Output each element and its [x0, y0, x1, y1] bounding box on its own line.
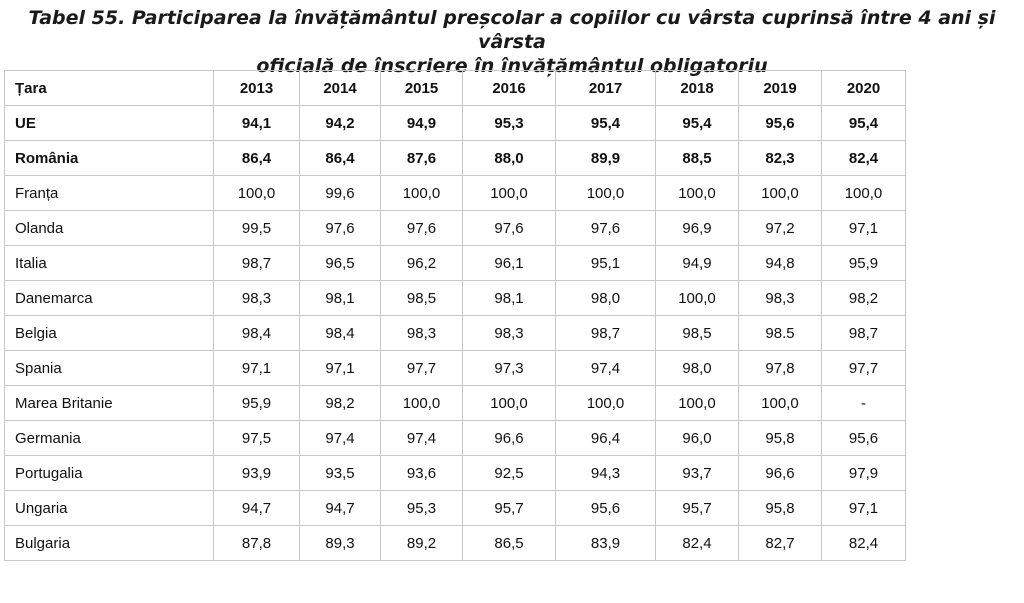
value-cell: 97,8 [739, 351, 822, 386]
value-cell: 86,5 [463, 526, 556, 561]
value-cell: 95,6 [822, 421, 906, 456]
table-row [5, 351, 906, 386]
value-cell: 96,9 [656, 211, 739, 246]
value-cell: 97,1 [214, 351, 300, 386]
value-cell: 95,7 [656, 491, 739, 526]
value-cell: 97,5 [214, 421, 300, 456]
value-cell: 95,3 [381, 491, 463, 526]
value-cell: 96,2 [381, 246, 463, 281]
value-cell: 100,0 [556, 386, 656, 421]
value-cell: 96,4 [556, 421, 656, 456]
column-header-year: 2017 [556, 71, 656, 106]
table-header-row [5, 71, 906, 106]
value-cell: 94,8 [739, 246, 822, 281]
value-cell: 89,2 [381, 526, 463, 561]
value-cell: 93,6 [381, 456, 463, 491]
value-cell: 95,7 [463, 491, 556, 526]
column-header-year: 2013 [214, 71, 300, 106]
value-cell: 98,2 [300, 386, 381, 421]
value-cell: 100,0 [381, 176, 463, 211]
country-name-cell: Danemarca [5, 281, 214, 316]
value-cell: 98.5 [739, 316, 822, 351]
table-row [5, 491, 906, 526]
value-cell: 100,0 [556, 176, 656, 211]
value-cell: 98,4 [300, 316, 381, 351]
value-cell: 94,1 [214, 106, 300, 141]
value-cell: 92,5 [463, 456, 556, 491]
value-cell: 99,6 [300, 176, 381, 211]
value-cell: 95,8 [739, 421, 822, 456]
value-cell: 97,6 [381, 211, 463, 246]
value-cell: 95,1 [556, 246, 656, 281]
value-cell: 97,9 [822, 456, 906, 491]
value-cell: 94,9 [381, 106, 463, 141]
value-cell: 88,5 [656, 141, 739, 176]
value-cell: 83,9 [556, 526, 656, 561]
table-row [5, 456, 906, 491]
value-cell: 87,8 [214, 526, 300, 561]
value-cell: 98,7 [214, 246, 300, 281]
value-cell: 93,9 [214, 456, 300, 491]
value-cell: 94,3 [556, 456, 656, 491]
value-cell: 98,5 [656, 316, 739, 351]
value-cell: 97,7 [381, 351, 463, 386]
value-cell: 98,5 [381, 281, 463, 316]
value-cell: 97,6 [300, 211, 381, 246]
country-name-cell: Marea Britanie [5, 386, 214, 421]
country-name-cell: Italia [5, 246, 214, 281]
table-row [5, 211, 906, 246]
value-cell: 96,1 [463, 246, 556, 281]
value-cell: 100,0 [656, 386, 739, 421]
country-name-cell: Spania [5, 351, 214, 386]
value-cell: 95,8 [739, 491, 822, 526]
value-cell: 97,1 [822, 491, 906, 526]
country-name-cell: Bulgaria [5, 526, 214, 561]
value-cell: 93,5 [300, 456, 381, 491]
table-row [5, 141, 906, 176]
value-cell: 100,0 [381, 386, 463, 421]
value-cell: 82,4 [656, 526, 739, 561]
table-row [5, 106, 906, 141]
value-cell: 97,4 [556, 351, 656, 386]
country-name-cell: Portugalia [5, 456, 214, 491]
table-title [0, 6, 1024, 78]
value-cell: 89,9 [556, 141, 656, 176]
value-cell: 98,0 [656, 351, 739, 386]
country-name-cell: Belgia [5, 316, 214, 351]
value-cell: 98,0 [556, 281, 656, 316]
value-cell: - [822, 386, 906, 421]
value-cell: 95,4 [656, 106, 739, 141]
value-cell: 94,7 [214, 491, 300, 526]
column-header-year: 2020 [822, 71, 906, 106]
value-cell: 98,4 [214, 316, 300, 351]
value-cell: 97,2 [739, 211, 822, 246]
value-cell: 100,0 [739, 176, 822, 211]
value-cell: 100,0 [656, 176, 739, 211]
value-cell: 98,3 [739, 281, 822, 316]
value-cell: 86,4 [214, 141, 300, 176]
value-cell: 94,2 [300, 106, 381, 141]
value-cell: 97,6 [463, 211, 556, 246]
column-header-year: 2015 [381, 71, 463, 106]
value-cell: 100,0 [822, 176, 906, 211]
value-cell: 82,3 [739, 141, 822, 176]
value-cell: 98,3 [463, 316, 556, 351]
value-cell: 95,4 [822, 106, 906, 141]
value-cell: 100,0 [739, 386, 822, 421]
table-row [5, 246, 906, 281]
column-header-year: 2019 [739, 71, 822, 106]
value-cell: 100,0 [463, 176, 556, 211]
value-cell: 98,2 [822, 281, 906, 316]
value-cell: 97,4 [381, 421, 463, 456]
table-row [5, 421, 906, 456]
value-cell: 86,4 [300, 141, 381, 176]
country-name-cell: România [5, 141, 214, 176]
value-cell: 100,0 [656, 281, 739, 316]
column-header-year: 2014 [300, 71, 381, 106]
value-cell: 95,4 [556, 106, 656, 141]
table-title-line-2: oficială de înscriere în învățământul obligatoriu [256, 55, 768, 77]
data-table [4, 70, 906, 561]
country-name-cell: UE [5, 106, 214, 141]
country-name-cell: Franța [5, 176, 214, 211]
value-cell: 97,6 [556, 211, 656, 246]
value-cell: 95,9 [822, 246, 906, 281]
value-cell: 93,7 [656, 456, 739, 491]
country-name-cell: Olanda [5, 211, 214, 246]
value-cell: 98,7 [556, 316, 656, 351]
value-cell: 82,4 [822, 141, 906, 176]
value-cell: 89,3 [300, 526, 381, 561]
table-row [5, 176, 906, 211]
value-cell: 87,6 [381, 141, 463, 176]
value-cell: 94,7 [300, 491, 381, 526]
table-row [5, 316, 906, 351]
value-cell: 96,5 [300, 246, 381, 281]
column-header-year: 2018 [656, 71, 739, 106]
value-cell: 95,6 [739, 106, 822, 141]
column-header-country: Țara [5, 71, 214, 106]
value-cell: 98,3 [214, 281, 300, 316]
country-name-cell: Ungaria [5, 491, 214, 526]
value-cell: 82,4 [822, 526, 906, 561]
country-name-cell: Germania [5, 421, 214, 456]
value-cell: 99,5 [214, 211, 300, 246]
value-cell: 97,1 [300, 351, 381, 386]
value-cell: 98,1 [463, 281, 556, 316]
value-cell: 82,7 [739, 526, 822, 561]
value-cell: 88,0 [463, 141, 556, 176]
value-cell: 100,0 [463, 386, 556, 421]
value-cell: 97,1 [822, 211, 906, 246]
value-cell: 97,7 [822, 351, 906, 386]
value-cell: 98,1 [300, 281, 381, 316]
table-row [5, 526, 906, 561]
value-cell: 94,9 [656, 246, 739, 281]
value-cell: 95,9 [214, 386, 300, 421]
value-cell: 96,6 [739, 456, 822, 491]
value-cell: 95,6 [556, 491, 656, 526]
table-title-line-1: Tabel 55. Participarea la învățământul preșcolar a copiilor cu vârsta cuprinsă între 4 ani și vârsta [28, 7, 996, 53]
value-cell: 97,3 [463, 351, 556, 386]
value-cell: 96,0 [656, 421, 739, 456]
value-cell: 100,0 [214, 176, 300, 211]
value-cell: 95,3 [463, 106, 556, 141]
value-cell: 98,7 [822, 316, 906, 351]
table-row [5, 386, 906, 421]
value-cell: 96,6 [463, 421, 556, 456]
value-cell: 97,4 [300, 421, 381, 456]
value-cell: 98,3 [381, 316, 463, 351]
table-row [5, 281, 906, 316]
column-header-year: 2016 [463, 71, 556, 106]
